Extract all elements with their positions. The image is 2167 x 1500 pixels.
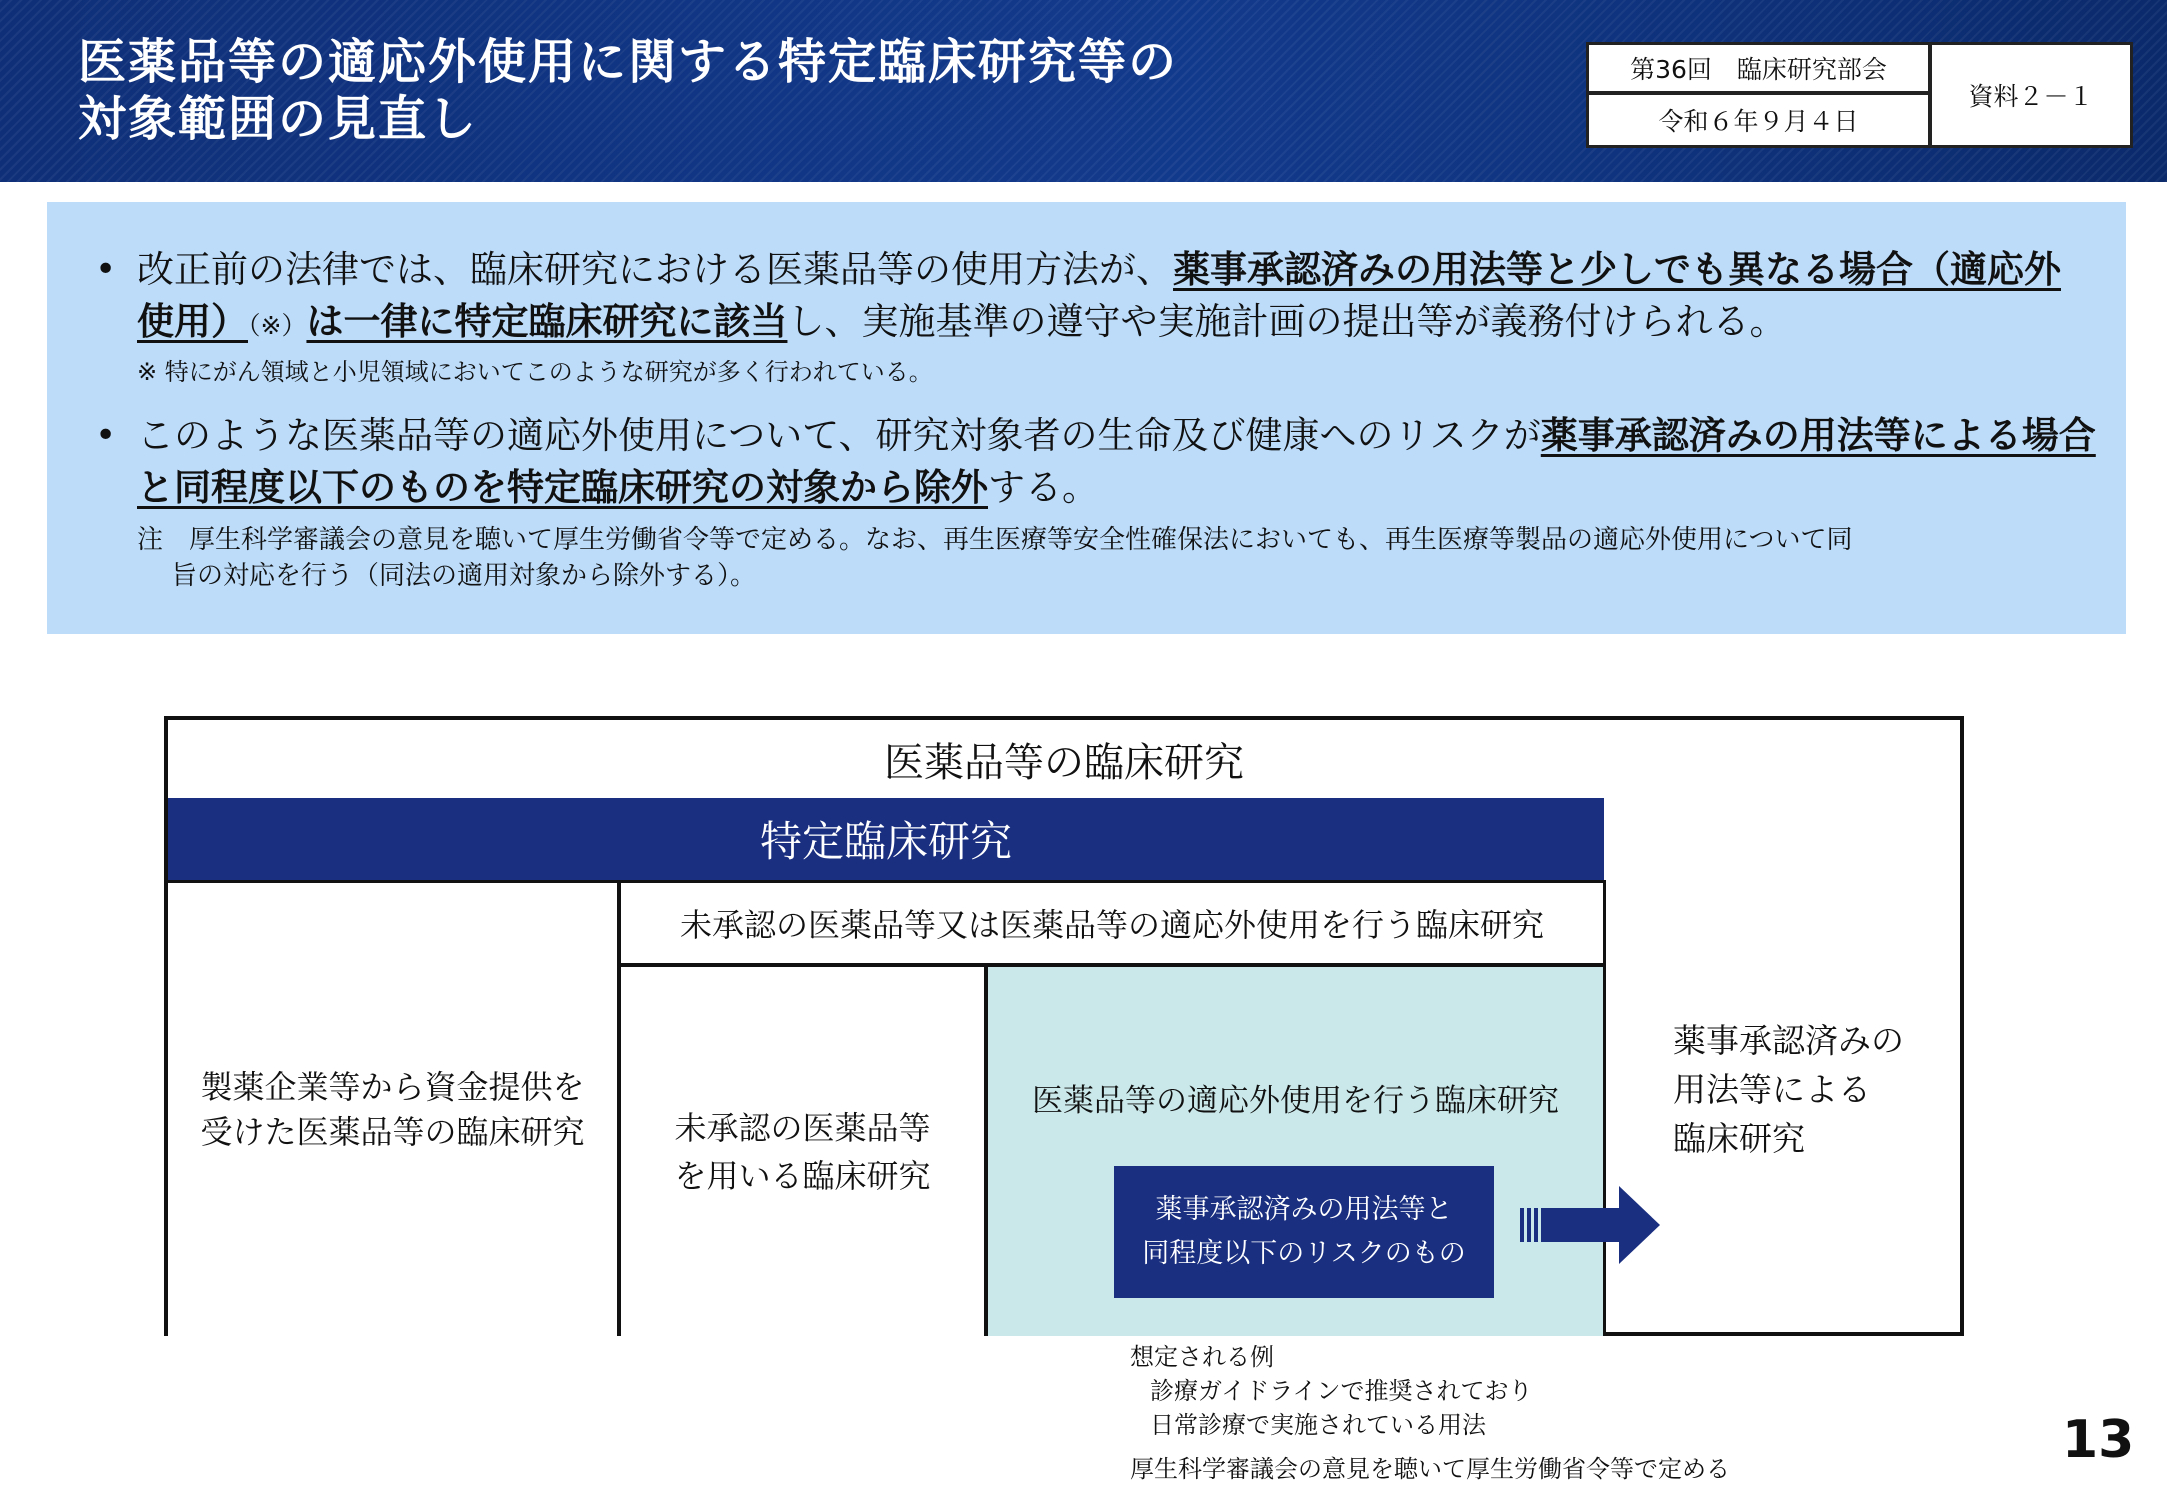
- summary-box: [47, 202, 2126, 634]
- approved-usage-research-label: 薬事承認済みの 用法等による 臨床研究: [1673, 1021, 1904, 1158]
- unapproved-drug-cell: 未承認の医薬品等 を用いる臨床研究: [618, 964, 987, 1336]
- footnote-1: ※ 特にがん領域と小児領域においてこのような研究が多く行われている。: [137, 358, 933, 386]
- bullet-marker: •: [95, 249, 117, 290]
- emphasis-text: 薬事承認済みの用法等による場合と同程度以下のものを特定臨床研究の対象から除外: [137, 414, 2096, 509]
- bullet-2: このような医薬品等の適応外使用について、研究対象者の生命及び健康へのリスクが薬事承認済みの用法等による場合と同程度以下のものを特定臨床研究の対象から除外する。: [137, 414, 2096, 509]
- funded-research-cell: 製薬企業等から資金提供を 受けた医薬品等の臨床研究: [168, 880, 620, 1336]
- right-arrow-icon: [1520, 1184, 1660, 1268]
- diagram-title: 医薬品等の臨床研究: [884, 739, 1244, 786]
- example-caption: 想定される例 診療ガイドラインで推奨されており 日常診療で実施されている用法 厚生科学審議会の意見を聴いて厚生労働省令等で定める: [1130, 1343, 1730, 1483]
- page-title: 医薬品等の適応外使用に関する特定臨床研究等の 対象範囲の見直し: [78, 34, 1179, 147]
- equivalent-risk-box: 薬事承認済みの用法等と 同程度以下のリスクのもの: [1114, 1166, 1494, 1298]
- date-label: 令和６年９月４日: [1586, 92, 1931, 148]
- emphasis-text: 薬事承認済みの用法等と少しでも異なる場合（適応外使用）: [137, 248, 2061, 343]
- page-number: 13: [2062, 1410, 2135, 1470]
- bullet-1: 改正前の法律では、臨床研究における医薬品等の使用方法が、薬事承認済みの用法等と少しでも異なる場合（適応外使用）（※）は一律に特定臨床研究に該当し、実施基準の遵守や実施計画の提出等が義務付けられる。: [137, 248, 2061, 343]
- header-banner: [0, 0, 2167, 182]
- emphasis-text: は一律に特定臨床研究に該当: [306, 300, 788, 343]
- meeting-label: 第36回 臨床研究部会: [1586, 42, 1931, 94]
- document-id: 資料２－１: [1929, 42, 2133, 148]
- offlabel-use-cell: 医薬品等の適応外使用を行う臨床研究: [985, 964, 1606, 1336]
- bullet-marker: •: [95, 415, 117, 456]
- unapproved-or-offlabel-cell: 未承認の医薬品等又は医薬品等の適応外使用を行う臨床研究: [618, 880, 1606, 966]
- footnote-2: 注 厚生科学審議会の意見を聴いて厚生労働省令等で定める。なお、再生医療等安全性確保法においても、再生医療等製品の適応外使用について同 旨の対応を行う（同法の適用対象から除外する）。: [137, 525, 1853, 591]
- specified-clinical-research-header: 特定臨床研究: [168, 798, 1604, 880]
